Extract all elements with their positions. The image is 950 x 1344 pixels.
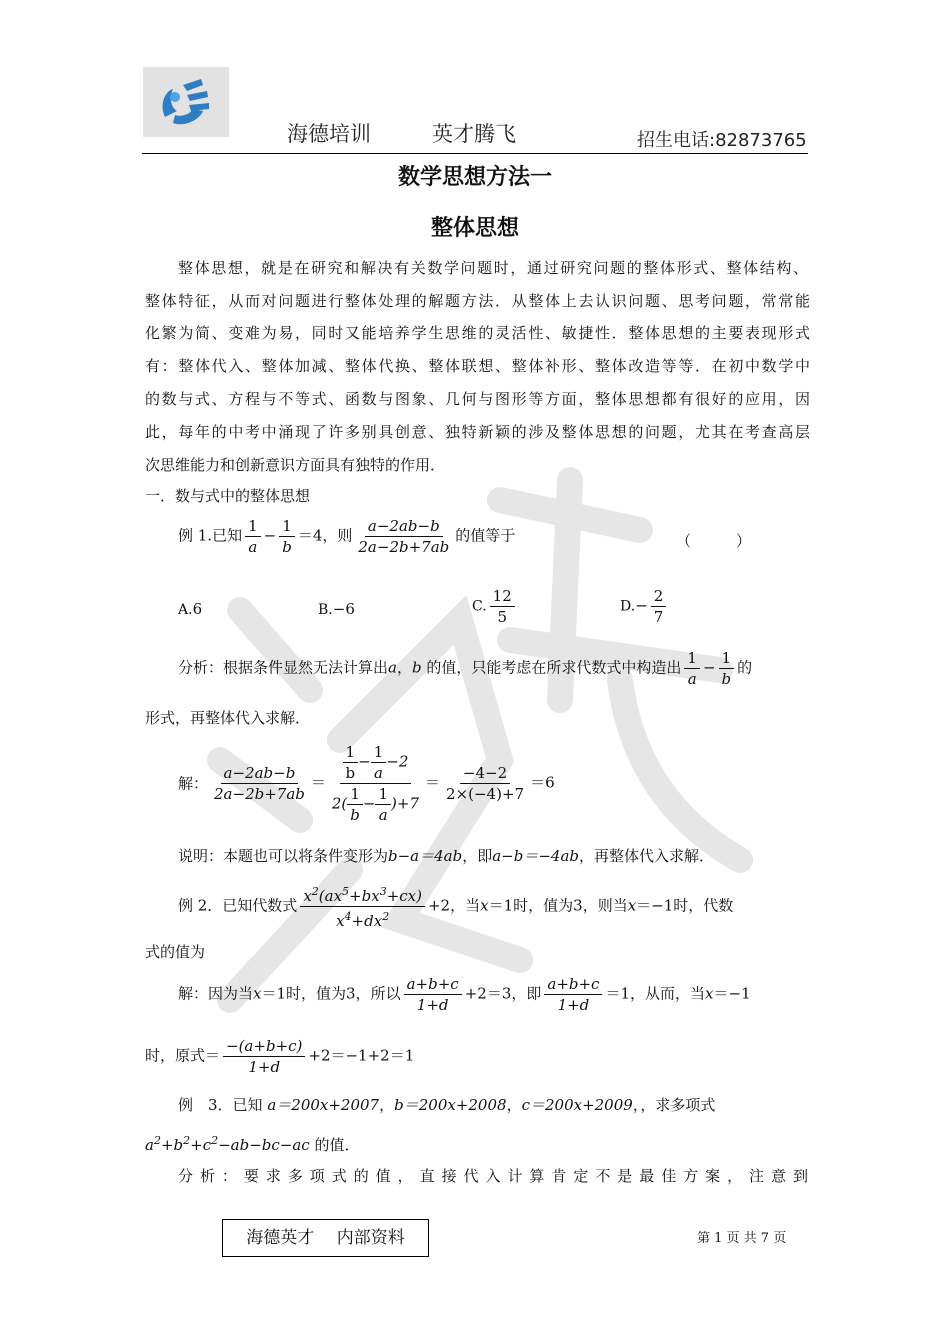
option-b: B.−6 bbox=[318, 600, 355, 618]
footer-label: 海德英才 内部资料 bbox=[222, 1219, 429, 1257]
example-2-statement: 例 2．已知代数式 $\frac{x^2(ax^5+bx^3+cx)}{x^4+dx^2}$ +2，当x＝1时，值为3，则当x＝−1时，代数 bbox=[178, 882, 843, 931]
example-1-note: 说明：本题也可以将条件变形为b−a＝4ab，即a−b＝−4ab，再整体代入求解． bbox=[178, 847, 715, 865]
intro-line-6: 此，每年的中考中涌现了许多别具创意、独特新颖的涉及整体思想的问题，尤其在考查高层 bbox=[145, 423, 810, 441]
page-number: 第 1 页 共 7 页 bbox=[697, 1231, 787, 1246]
example-2-statement-cont: 式的值为 bbox=[145, 943, 206, 961]
intro-line-4: 有：整体代入、整体加减、整体代换、整体联想、整体补形、整体改造等等．在初中数学中 bbox=[145, 357, 810, 375]
example-1-solution: 解： $\frac{a-2ab-b}{2a-2b+7ab}$ ＝ $\frac{1}{b}$ − $\frac{1}{a}$ −2 2( $\frac{1}{b}$ − $\frac{1}{a}$ )+7 ＝ $\frac{-4-2}{2\times(-4)+7}$ ＝6 bbox=[178, 743, 555, 824]
intro-line-1: 整体思想，就是在研究和解决有关数学问题时，通过研究问题的整体形式、整体结构、 bbox=[178, 259, 808, 277]
intro-line-3: 化繁为简、变难为易，同时又能培养学生思维的灵活性、敏捷性．整体思想的主要表现形式 bbox=[145, 324, 810, 342]
brand-left: 海德培训 bbox=[287, 122, 371, 146]
example-2-solution-cont: 时，原式＝ $\frac{-(a+b+c)}{1+d}$ +2＝−1+2＝1 bbox=[145, 1037, 415, 1076]
example-1-analysis: 分析：根据条件显然无法计算出a，b 的值，只能考虑在所求代数式中构造出 $\frac{1}{a}$ − $\frac{1}{b}$ 的 bbox=[178, 649, 753, 688]
option-a: A.6 bbox=[178, 600, 203, 618]
brand-right: 英才腾飞 bbox=[432, 122, 516, 146]
intro-line-5: 的数与式、方程与不等式、函数与图象、几何与图形等方面，整体思想都有很好的应用，因 bbox=[145, 390, 810, 408]
intro-line-2: 整体特征，从而对问题进行整体处理的解题方法．从整体上去认识问题、思考问题，常常能 bbox=[145, 292, 810, 310]
page-subtitle: 整体思想 bbox=[430, 216, 519, 241]
hand-logo-icon bbox=[143, 67, 229, 137]
header-rule bbox=[142, 153, 808, 154]
answer-bracket: （ ） bbox=[676, 532, 752, 550]
example-3-analysis: 分析：要求多项式的值，直接代入计算肯定不是最佳方案，注意到 bbox=[178, 1167, 808, 1185]
example-2-solution: 解：因为当x＝1时，值为3，所以 $\frac{a+b+c}{1+d}$ +2＝3，即 $\frac{a+b+c}{1+d}$ ＝1，从而，当x＝−1 bbox=[178, 975, 751, 1014]
example-1-prefix: 例 1.已知 bbox=[178, 526, 243, 545]
section-heading: 一．数与式中的整体思想 bbox=[145, 487, 311, 505]
example-3-statement: 例 3．已知 a＝200x+2007，b＝200x+2008，c＝200x+2009，，求多项式 bbox=[178, 1096, 716, 1114]
intro-line-7: 次思维能力和创新意识方面具有独特的作用． bbox=[145, 456, 446, 474]
logo bbox=[143, 67, 229, 137]
example-3-polynomial: $a^2+b^2+c^2-ab-bc-ac$ 的值． bbox=[145, 1134, 360, 1154]
option-d: D.− $\frac{2}{7}$ bbox=[620, 586, 950, 627]
example-1-analysis-cont: 形式，再整体代入求解． bbox=[145, 709, 311, 727]
page-title: 数学思想方法一 bbox=[397, 165, 552, 190]
phone-number: 招生电话:82873765 bbox=[637, 130, 807, 151]
option-c: C. $\frac{12}{5}$ bbox=[472, 586, 950, 627]
example-1-statement: 例 1.已知 $\frac{1}{a}$ − $\frac{1}{b}$ ＝4，则 $\frac{a-2ab-b}{2a-2b+7ab}$ 的值等于 bbox=[178, 517, 516, 556]
